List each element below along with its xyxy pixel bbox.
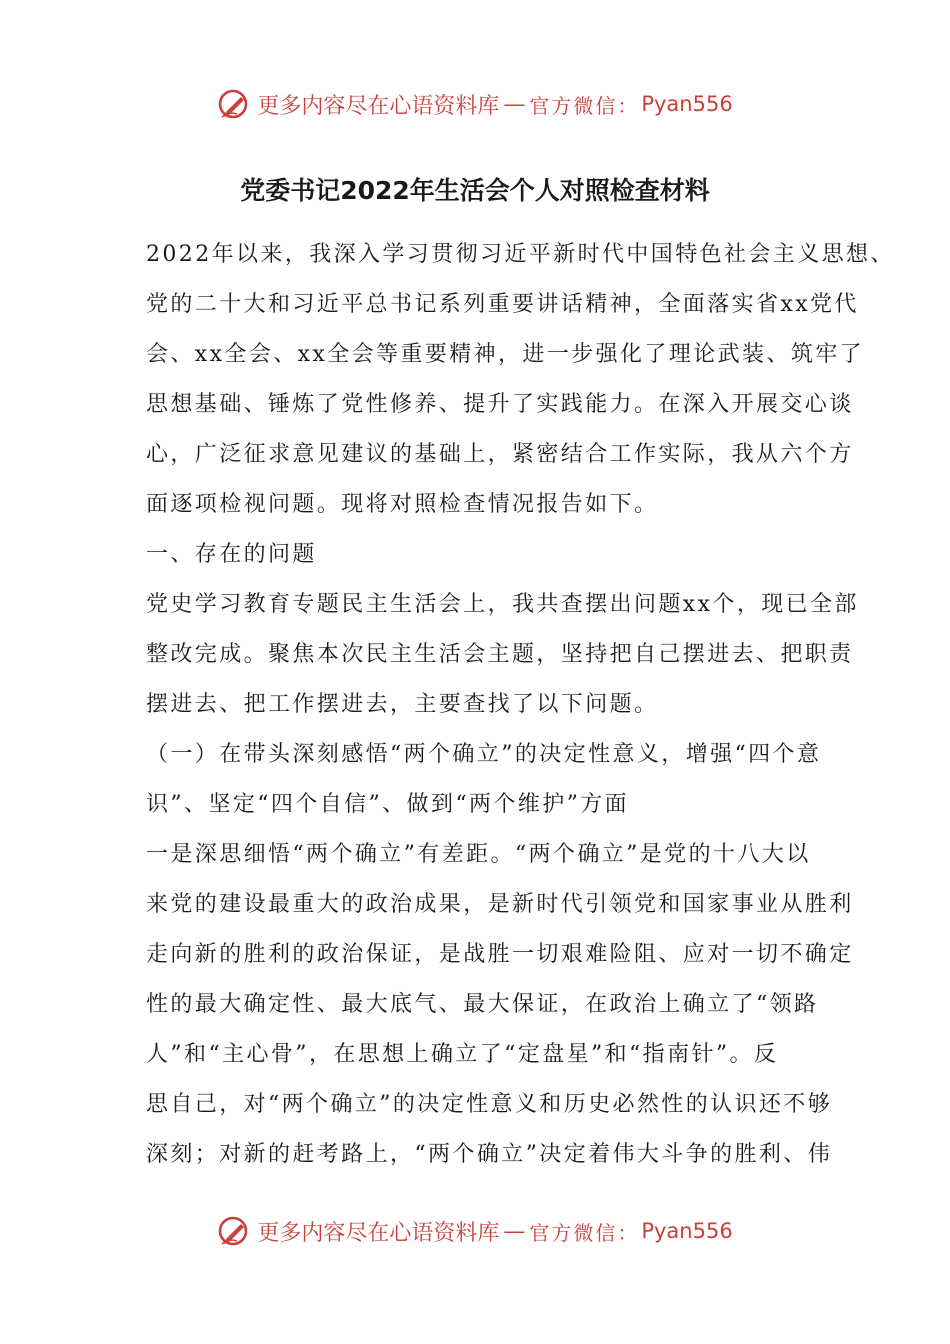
body-line: 思想基础、锤炼了党性修养、提升了实践能力。在深入开展交心谈	[146, 392, 854, 417]
footer-watermark	[0, 1211, 950, 1251]
body-line: 党的二十大和习近平总书记系列重要讲话精神，全面落实省xx党代	[146, 292, 859, 317]
body-line: 一是深思细悟“两个确立”有差距。“两个确立”是党的十八大以	[146, 842, 811, 867]
watermark-wechat-id: Pyan556	[641, 1219, 733, 1243]
body-line: 来党的建设最重大的政治成果，是新时代引领党和国家事业从胜利	[146, 892, 854, 917]
document-title: 党委书记2022年生活会个人对照检查材料	[240, 176, 710, 205]
body-line: 性的最大确定性、最大底气、最大保证，在政治上确立了“领路	[146, 992, 819, 1017]
body-line: 摆进去、把工作摆进去，主要查找了以下问题。	[146, 692, 659, 717]
body-line: 面逐项检视问题。现将对照检查情况报告如下。	[146, 492, 659, 517]
body-line: 人”和“主心骨”，在思想上确立了“定盘星”和“指南针”。反	[146, 1042, 779, 1067]
pen-logo-icon	[217, 87, 251, 121]
watermark-official-label: 官方微信：	[529, 1220, 640, 1245]
watermark-wechat-id: Pyan556	[641, 92, 733, 116]
watermark-dash: —	[503, 1218, 526, 1244]
pen-logo-icon	[217, 1214, 251, 1248]
body-line: 心，广泛征求意见建议的基础上，紧密结合工作实际，我从六个方	[146, 442, 854, 467]
document-body	[146, 242, 895, 1180]
body-line: 走向新的胜利的政治保证，是战胜一切艰难险阻、应对一切不确定	[146, 942, 854, 967]
watermark-official-label: 官方微信：	[529, 93, 640, 118]
body-line: 思自己，对“两个确立”的决定性意义和历史必然性的认识还不够	[146, 1092, 833, 1117]
body-line: 2022年以来，我深入学习贯彻习近平新时代中国特色社会主义思想、	[146, 242, 895, 267]
watermark-dash: —	[503, 91, 526, 117]
body-line: 党史学习教育专题民主生活会上，我共查摆出问题xx个，现已全部	[146, 592, 859, 617]
body-line: 会、xx全会、xx全会等重要精神，进一步强化了理论武装、筑牢了	[146, 342, 865, 367]
body-line: 深刻；对新的赶考路上，“两个确立”决定着伟大斗争的胜利、伟	[146, 1142, 833, 1167]
section-heading: 一、存在的问题	[146, 542, 317, 567]
header-watermark	[0, 84, 950, 124]
body-line: 整改完成。聚焦本次民主生活会主题，坚持把自己摆进去、把职责	[146, 642, 854, 667]
watermark-site-text: 更多内容尽在心语资料库	[257, 93, 500, 119]
subsection-heading: 识”、坚定“四个自信”、做到“两个维护”方面	[146, 792, 630, 817]
subsection-heading: （一）在带头深刻感悟“两个确立”的决定性意义，增强“四个意	[146, 742, 822, 767]
watermark-site-text: 更多内容尽在心语资料库	[257, 1220, 500, 1246]
